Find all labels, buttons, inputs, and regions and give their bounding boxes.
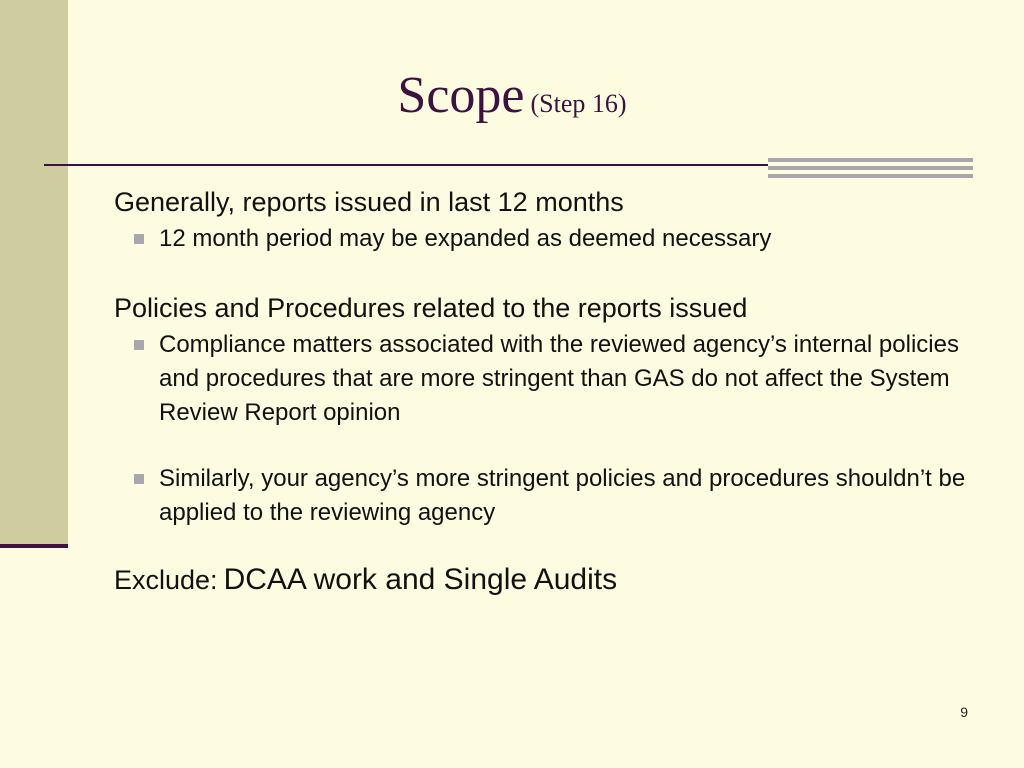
exclude-label: Exclude: <box>114 565 218 595</box>
slide-content <box>114 182 984 600</box>
square-bullet-icon <box>134 474 144 484</box>
section-heading-policies: Policies and Procedures related to the reports issued <box>114 293 748 323</box>
title-divider <box>44 164 768 166</box>
bullet-item-compliance <box>114 328 984 430</box>
square-bullet-icon <box>134 340 144 350</box>
exclude-text: DCAA work and Single Audits <box>223 563 618 596</box>
bullet-text: 12 month period may be expanded as deemed necessary <box>159 225 772 252</box>
title-subtitle: (Step 16) <box>530 89 627 118</box>
exclude-line <box>114 560 984 600</box>
title-divider-tab <box>768 158 973 180</box>
bullet-text: Similarly, your agency’s more stringent policies and procedures shouldn’t be applied to the reviewing agency <box>159 465 966 526</box>
section-heading-reports: Generally, reports issued in last 12 months <box>114 187 624 217</box>
side-accent-line <box>0 544 68 548</box>
slide-title <box>0 66 1024 125</box>
bullet-item-stringent <box>114 462 984 530</box>
square-bullet-icon <box>134 234 144 244</box>
bullet-text: Compliance matters associated with the reviewed agency’s internal policies and procedures that are more stringent than GAS do not affect the System Review Report opinion <box>159 331 959 426</box>
page-number: 9 <box>960 704 968 720</box>
bullet-item-period <box>114 222 984 256</box>
title-main: Scope <box>397 67 525 124</box>
